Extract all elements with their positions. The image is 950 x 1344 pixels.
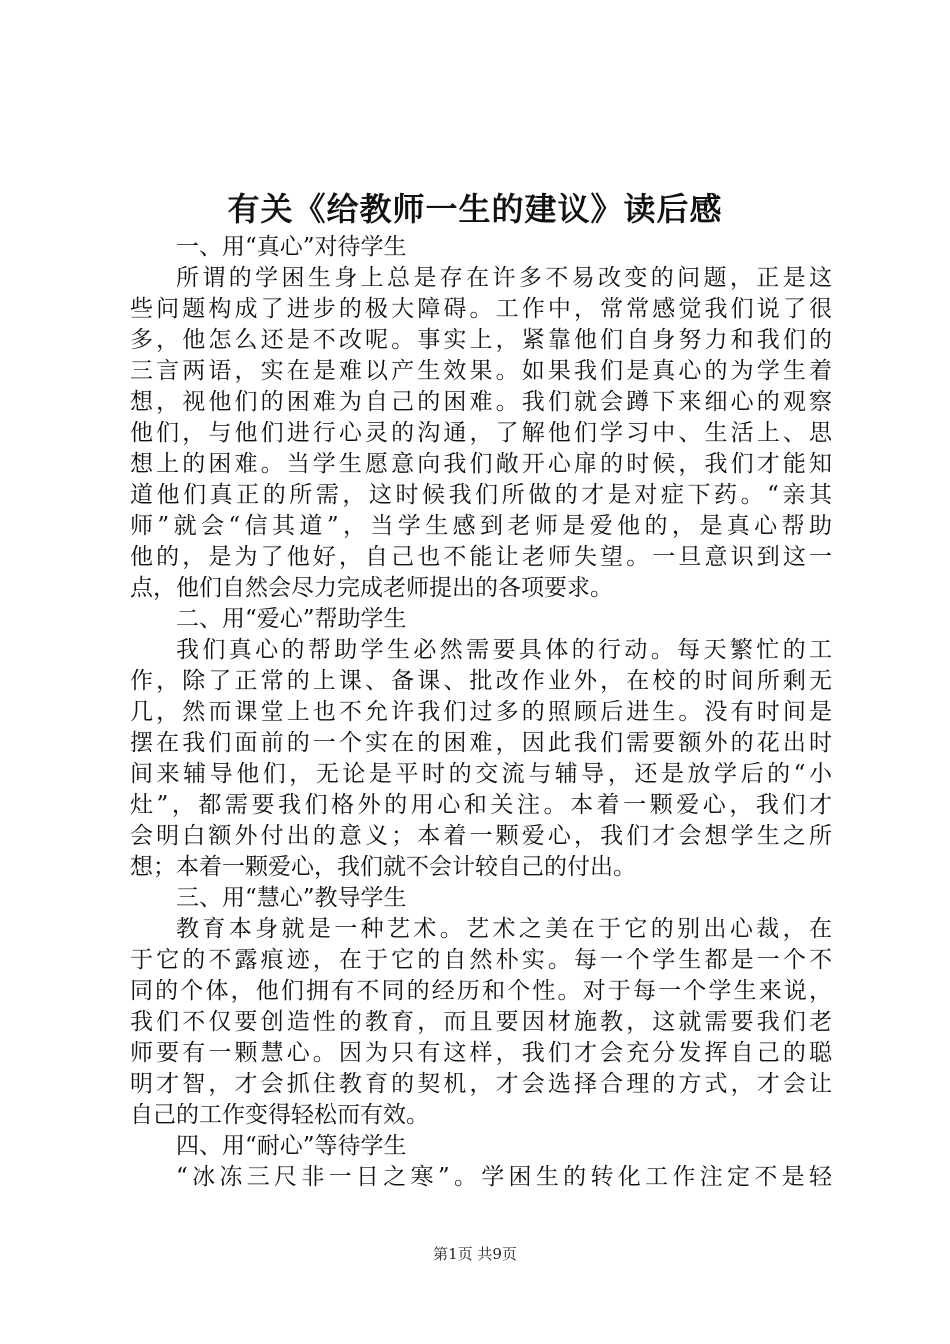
section-heading: 四、用“耐心”等待学生 (176, 1133, 407, 1159)
text-line: 我们真心的帮助学生必然需要具体的行动。每天繁忙的工 (176, 637, 832, 663)
text-line: 于它的不露痕迹，在于它的自然朴实。每一个学生都是一个不 (130, 947, 832, 973)
text-line: 点，他们自然会尽力完成老师提出的各项要求。 (130, 575, 613, 601)
text-line: 些问题构成了进步的极大障碍。工作中，常常感觉我们说了很 (130, 296, 832, 322)
text-line: “冰冻三尺非一日之寒”。学困生的转化工作注定不是轻 (176, 1164, 832, 1190)
text-line: 他的，是为了他好，自己也不能让老师失望。一旦意识到这一 (130, 544, 832, 570)
text-line: 他们，与他们进行心灵的沟通，了解他们学习中、生活上、思 (130, 420, 832, 446)
section-heading: 三、用“慧心”教导学生 (176, 885, 407, 911)
text-line: 摆在我们面前的一个实在的困难，因此我们需要额外的花出时 (130, 730, 832, 756)
text-line: 师要有一颗慧心。因为只有这样，我们才会充分发挥自己的聪 (130, 1040, 832, 1066)
text-line: 间来辅导他们，无论是平时的交流与辅导，还是放学后的“小 (130, 761, 832, 787)
text-line: 师”就会“信其道”，当学生感到老师是爱他的，是真心帮助 (130, 513, 832, 539)
page-footer: 第1页 共9页 (433, 1245, 517, 1263)
section-heading: 二、用“爱心”帮助学生 (176, 606, 407, 632)
section-heading: 一、用“真心”对待学生 (176, 234, 407, 260)
text-line: 道他们真正的所需，这时候我们所做的才是对症下药。“亲其 (130, 482, 832, 508)
text-line: 灶”，都需要我们格外的用心和关注。本着一颗爱心，我们才 (130, 792, 832, 818)
text-line: 想，视他们的困难为自己的困难。我们就会蹲下来细心的观察 (130, 389, 832, 415)
text-line: 想；本着一颗爱心，我们就不会计较自己的付出。 (130, 854, 636, 880)
text-line: 几，然而课堂上也不允许我们过多的照顾后进生。没有时间是 (130, 699, 832, 725)
text-line: 明才智，才会抓住教育的契机，才会选择合理的方式，才会让 (130, 1071, 832, 1097)
text-line: 同的个体，他们拥有不同的经历和个性。对于每一个学生来说， (130, 978, 832, 1004)
text-line: 自己的工作变得轻松而有效。 (130, 1102, 429, 1128)
text-line: 多，他怎么还是不改呢。事实上，紧靠他们自身努力和我们的 (130, 327, 832, 353)
text-line: 作，除了正常的上课、备课、批改作业外，在校的时间所剩无 (130, 668, 832, 694)
document-body (130, 232, 832, 1193)
text-line: 教育本身就是一种艺术。艺术之美在于它的别出心裁，在 (176, 916, 832, 942)
document-title: 有关《给教师一生的建议》读后感 (227, 190, 723, 228)
text-line: 所谓的学困生身上总是存在许多不易改变的问题，正是这 (176, 265, 832, 291)
text-line: 我们不仅要创造性的教育，而且要因材施教，这就需要我们老 (130, 1009, 832, 1035)
text-line: 会明白额外付出的意义；本着一颗爱心，我们才会想学生之所 (130, 823, 832, 849)
text-line: 三言两语，实在是难以产生效果。如果我们是真心的为学生着 (130, 358, 832, 384)
text-line: 想上的困难。当学生愿意向我们敞开心扉的时候，我们才能知 (130, 451, 832, 477)
